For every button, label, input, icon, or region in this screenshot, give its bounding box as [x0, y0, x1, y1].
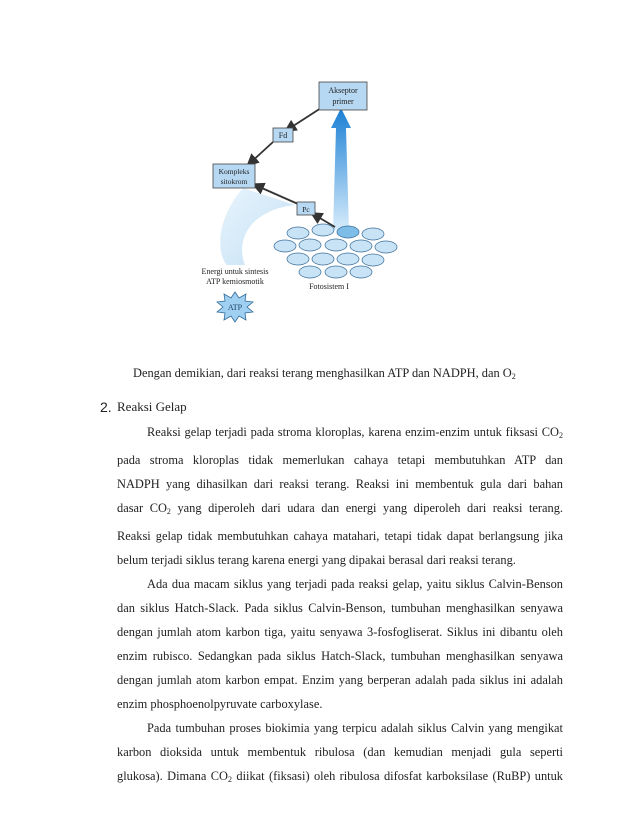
photosystem-cluster — [274, 224, 397, 278]
atp-label: ATP — [227, 303, 243, 312]
p1-line-5: Reaksi gelap tidak membutuhkan cahaya matahari, tetapi tidak dapat berlangsung jika — [117, 529, 563, 543]
p1-line-3: NADPH yang dihasilkan dari reaksi terang. Reaksi ini membentuk gula dari bahan — [117, 477, 563, 491]
complex-label-line1: Kompleks — [218, 167, 250, 176]
p1-line-2: pada stroma kloroplas tidak memerlukan cahaya tetapi membutuhkan ATP dan — [117, 453, 563, 467]
p2-line-5: dengan jumlah atom karbon empat. Enzim yang berperan adalah pada siklus ini adalah — [117, 673, 563, 687]
paragraph-3 — [117, 716, 563, 792]
p3-line-1: Pada tumbuhan proses biokimia yang terpicu adalah siklus Calvin yang mengikat — [147, 721, 563, 735]
arrow-acceptor-to-fd — [287, 108, 321, 130]
p2-line-1: Ada dua macam siklus yang terjadi pada reaksi gelap, yaitu siklus Calvin-Benson — [147, 577, 563, 591]
body-text — [117, 420, 563, 792]
p2-line-2: dan siklus Hatch-Slack. Pada siklus Calvin-Benson, tumbuhan menghasilkan senyawa — [117, 601, 563, 615]
section-title: Reaksi Gelap — [117, 399, 187, 414]
caption-sub: 2 — [511, 372, 516, 381]
section-number: 2. — [100, 399, 112, 415]
p1-line-4: dasar $CO_2$ yang diperoleh dari udara dan energi yang diperoleh dari reaksi terang. — [117, 501, 563, 516]
acceptor-label-line1: Akseptor — [328, 86, 358, 95]
paragraph-1 — [117, 420, 563, 572]
photosystem-diagram — [195, 80, 410, 330]
p1-line-1: Reaksi gelap terjadi pada stroma kloroplas, karena enzim-enzim untuk fiksasi $CO_2$ — [147, 425, 563, 440]
arrow-fd-to-complex — [249, 142, 273, 164]
complex-label-line2: sitokrom — [220, 177, 248, 186]
paragraph-2 — [117, 572, 563, 716]
p3-line-2: karbon dioksida untuk membentuk ribulosa (dan kemudian menjadi gula seperti — [117, 745, 563, 759]
p2-line-6: enzim phosphoenolpyruvate carboxylase. — [117, 697, 323, 711]
p2-line-3: dengan jumlah atom karbon tiga, yaitu senyawa 3-fosfogliserat. Siklus ini dibantu oleh — [117, 625, 563, 639]
fd-label: Fd — [278, 131, 288, 140]
pc-label: Pc — [302, 205, 310, 214]
excitation-beam — [331, 108, 351, 230]
p1-line-6: belum terjadi siklus terang karena energi yang dipakai berasal dari reaksi terang. — [117, 553, 516, 567]
energy-label-line1: Energi untuk sintesis — [201, 267, 269, 276]
acceptor-label-line2: primer — [332, 97, 354, 106]
energy-sweep — [220, 188, 295, 265]
energy-label-line2: ATP kemiosmotik — [206, 277, 264, 286]
caption-text: Dengan demikian, dari reaksi terang menghasilkan ATP dan NADPH, dan O — [133, 366, 512, 380]
p2-line-4: enzim rubisco. Sedangkan pada siklus Hatch-Slack, tumbuhan menghasilkan senyawa — [117, 649, 563, 663]
photosystem-label: Fotosistem I — [309, 282, 349, 291]
p3-line-3: glukosa). Dimana $CO_2$ diikat (fiksasi) oleh ribulosa difosfat karboksilase (RuBP) untuk — [117, 769, 564, 784]
figure-caption — [133, 366, 516, 381]
